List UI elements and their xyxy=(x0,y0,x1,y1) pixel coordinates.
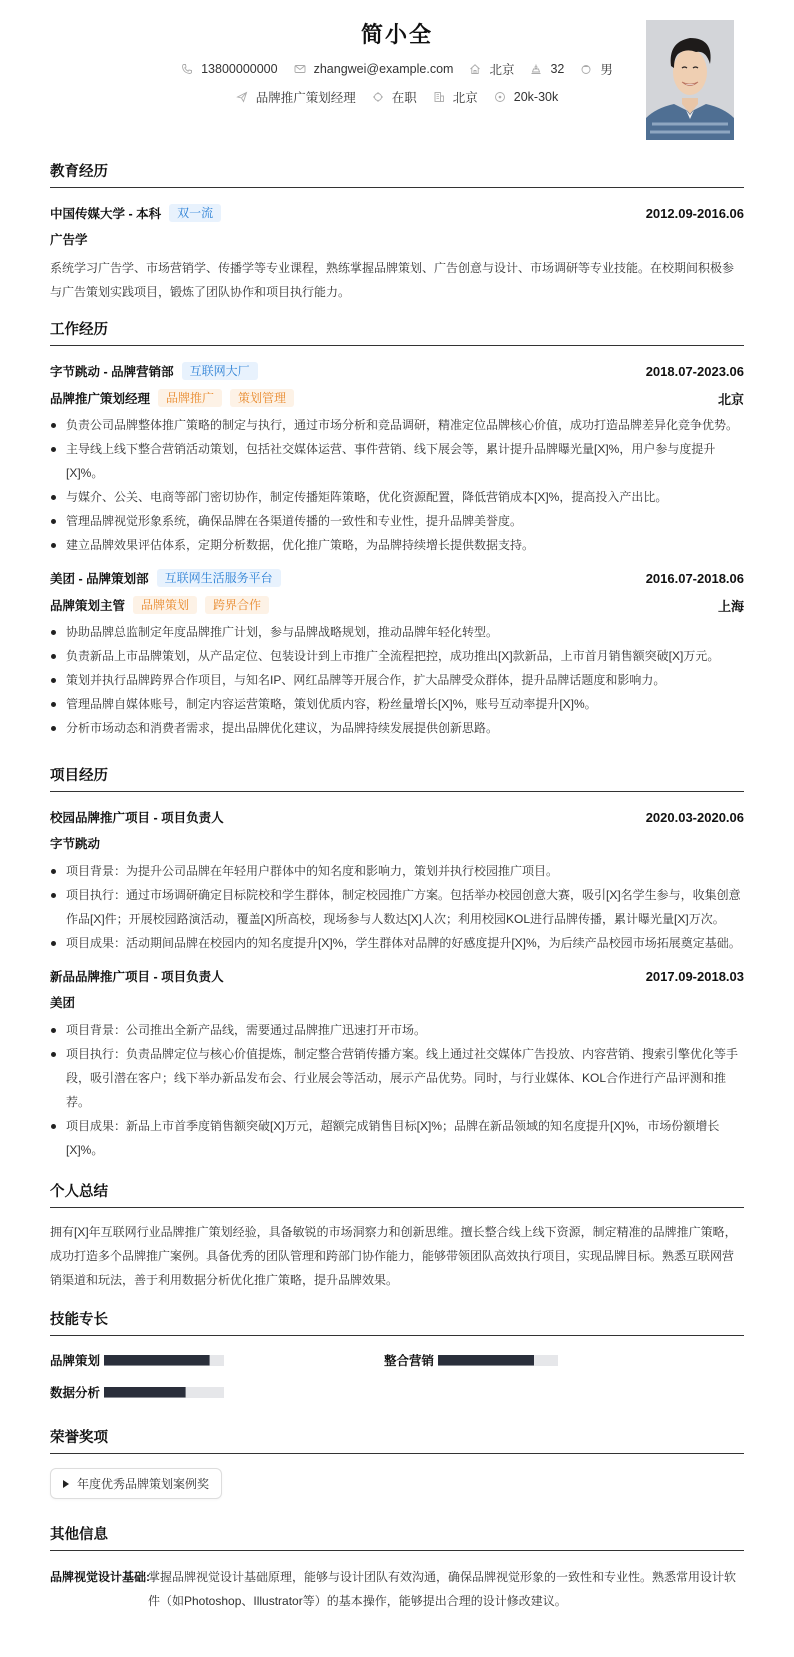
phone-icon xyxy=(181,63,193,75)
work-item xyxy=(50,567,744,740)
list-item: 项目成果：活动期间品牌在校园内的知名度提升[X]%，学生群体对品牌的好感度提升[X]%，为后续产品校园市场拓展奠定基础。 xyxy=(50,931,744,955)
award-item[interactable] xyxy=(50,1468,222,1499)
education-item xyxy=(50,202,744,304)
work-bullets xyxy=(50,620,744,740)
job-intent-row xyxy=(50,88,744,106)
contact-phone: 13800000000 xyxy=(181,62,277,76)
skill-name: 数据分析 xyxy=(50,1386,101,1400)
projects-section xyxy=(50,764,744,1162)
status-icon xyxy=(372,91,384,103)
skills-grid xyxy=(50,1350,744,1402)
project-bullets xyxy=(50,1018,744,1162)
list-item: 协助品牌总监制定年度品牌推广计划，参与品牌战略规划，推动品牌年轻化转型。 xyxy=(50,620,744,644)
section-title-education: 教育经历 xyxy=(50,160,744,188)
project-item xyxy=(50,806,744,955)
triangle-right-icon xyxy=(63,1480,69,1488)
list-item: 分析市场动态和消费者需求，提出品牌优化建议，为品牌持续发展提供创新思路。 xyxy=(50,716,744,740)
education-description: 系统学习广告学、市场营销学、传播学等专业课程，熟练掌握品牌策划、广告创意与设计、市场调研等专业技能。在校期间积极参与广告策划实践项目，锻炼了团队协作和项目执行能力。 xyxy=(50,261,735,299)
work-section xyxy=(50,318,744,740)
other-item xyxy=(50,1565,744,1613)
awards-section xyxy=(50,1426,744,1499)
project-company: 美团 xyxy=(50,996,76,1010)
profile-photo xyxy=(646,20,734,140)
skill-bar-fill xyxy=(438,1355,534,1366)
work-bullets xyxy=(50,413,744,557)
contact-email: zhangwei@example.com xyxy=(294,62,454,76)
project-period: 2020.03-2020.06 xyxy=(645,809,744,825)
school-name: 中国传媒大学 - 本科 xyxy=(50,207,162,221)
skill-bar xyxy=(104,1387,224,1398)
company-name: 字节跳动 - 品牌营销部 xyxy=(50,365,174,379)
work-period: 2018.07-2023.06 xyxy=(645,363,744,379)
candidate-name: 简小全 xyxy=(360,22,433,47)
summary-text: 拥有[X]年互联网行业品牌推广策划经验，具备敏锐的市场洞察力和创新思维。擅长整合线上线下资源，制定精准的品牌推广策略，成功打造多个品牌推广案例。具备优秀的团队管理和跨部门协作能力，能够带领团队高效执行项目，实现品牌目标。熟悉互联网营销渠道和玩法，善于利用数据分析优化推广策略，提升品牌效果。 xyxy=(50,1225,737,1287)
list-item: 项目背景：为提升公司品牌在年轻用户群体中的知名度和影响力，策划并执行校园推广项目。 xyxy=(50,859,744,883)
position-tag: 跨界合作 xyxy=(205,596,269,614)
project-company: 字节跳动 xyxy=(50,837,101,851)
salary-icon xyxy=(494,91,506,103)
work-location: 上海 xyxy=(717,598,744,614)
other-label: 品牌视觉设计基础: xyxy=(50,1570,150,1584)
other-section xyxy=(50,1523,744,1613)
position-tag: 品牌推广 xyxy=(158,389,222,407)
list-item: 主导线上线下整合营销活动策划，包括社交媒体运营、事件营销、线下展会等，累计提升品牌曝光量[X]%，用户参与度提升[X]%。 xyxy=(50,437,744,485)
project-name: 校园品牌推广项目 - 项目负责人 xyxy=(50,811,224,825)
skill-name: 品牌策划 xyxy=(50,1354,101,1368)
list-item: 负责公司品牌整体推广策略的制定与执行，通过市场分析和竞品调研，精准定位品牌核心价值，成功打造品牌差异化竞争优势。 xyxy=(50,413,744,437)
resume-header xyxy=(50,0,744,160)
school-tag: 双一流 xyxy=(169,204,221,222)
section-title-work: 工作经历 xyxy=(50,318,744,346)
intent-city: 北京 xyxy=(433,88,478,106)
company-name: 美团 - 品牌策划部 xyxy=(50,572,149,586)
contact-row xyxy=(50,60,744,78)
skill-bar xyxy=(438,1355,558,1366)
position-tag: 策划管理 xyxy=(230,389,294,407)
position-title: 品牌推广策划经理 xyxy=(50,392,151,406)
contact-age: 32 xyxy=(530,62,564,76)
list-item: 策划并执行品牌跨界合作项目，与知名IP、网红品牌等开展合作，扩大品牌受众群体，提升品牌话题度和影响力。 xyxy=(50,668,744,692)
intent-position: 品牌推广策划经理 xyxy=(236,88,356,106)
contact-city: 北京 xyxy=(469,60,514,78)
summary-section xyxy=(50,1180,744,1292)
project-name: 新品品牌推广项目 - 项目负责人 xyxy=(50,970,224,984)
list-item: 项目背景：公司推出全新产品线，需要通过品牌推广迅速打开市场。 xyxy=(50,1018,744,1042)
list-item: 项目成果：新品上市首季度销售额突破[X]万元，超额完成销售目标[X]%；品牌在新品领域的知名度提升[X]%，市场份额增长[X]%。 xyxy=(50,1114,744,1162)
skill-bar xyxy=(104,1355,224,1366)
section-title-awards: 荣誉奖项 xyxy=(50,1426,744,1454)
section-title-summary: 个人总结 xyxy=(50,1180,744,1208)
intent-status: 在职 xyxy=(372,88,417,106)
home-icon xyxy=(469,63,481,75)
work-item xyxy=(50,360,744,557)
list-item: 与媒介、公关、电商等部门密切协作，制定传播矩阵策略，优化资源配置，降低营销成本[X]%，提高投入产出比。 xyxy=(50,485,744,509)
major: 广告学 xyxy=(50,233,88,247)
company-tag: 互联网生活服务平台 xyxy=(157,569,281,587)
list-item: 负责新品上市品牌策划，从产品定位、包装设计到上市推广全流程把控，成功推出[X]款新品，上市首月销售额突破[X]万元。 xyxy=(50,644,744,668)
skill-item xyxy=(50,1350,384,1370)
list-item: 项目执行：通过市场调研确定目标院校和学生群体，制定校园推广方案。包括举办校园创意大赛，吸引[X]名学生参与，收集创意作品[X]件；开展校园路演活动，覆盖[X]所高校，现场参与人数达[X]人次；利用校园KOL进行品牌传播，累计曝光量[X]万次。 xyxy=(50,883,744,931)
section-title-other: 其他信息 xyxy=(50,1523,744,1551)
project-item xyxy=(50,965,744,1162)
position-title: 品牌策划主管 xyxy=(50,599,126,613)
list-item: 管理品牌视觉形象系统，确保品牌在各渠道传播的一致性和专业性，提升品牌美誉度。 xyxy=(50,509,744,533)
skill-name: 整合营销 xyxy=(384,1354,435,1368)
gender-icon xyxy=(580,63,592,75)
building-icon xyxy=(433,91,445,103)
skill-bar-fill xyxy=(104,1355,210,1366)
skill-item xyxy=(384,1350,718,1370)
work-period: 2016.07-2018.06 xyxy=(645,570,744,586)
education-period: 2012.09-2016.06 xyxy=(645,205,744,221)
project-bullets xyxy=(50,859,744,955)
age-icon xyxy=(530,63,542,75)
work-location: 北京 xyxy=(717,391,744,407)
education-section xyxy=(50,160,744,304)
skills-section xyxy=(50,1308,744,1402)
list-item: 管理品牌自媒体账号，制定内容运营策略，策划优质内容，粉丝量增长[X]%，账号互动率提升[X]%。 xyxy=(50,692,744,716)
list-item: 项目执行：负责品牌定位与核心价值提炼，制定整合营销传播方案。线上通过社交媒体广告投放、内容营销、搜索引擎优化等手段，吸引潜在客户；线下举办新品发布会、行业展会等活动，展示产品优势。同时，与行业媒体、KOL合作进行产品评测和推荐。 xyxy=(50,1042,744,1114)
send-icon xyxy=(236,91,248,103)
intent-salary: 20k-30k xyxy=(494,90,558,104)
position-tag: 品牌策划 xyxy=(133,596,197,614)
mail-icon xyxy=(294,63,306,75)
award-label: 年度优秀品牌策划案例奖 xyxy=(77,1477,210,1491)
skill-item xyxy=(50,1382,384,1402)
other-text: 掌握品牌视觉设计基础原理，能够与设计团队有效沟通，确保品牌视觉形象的一致性和专业性。熟悉常用设计软件（如Photoshop、Illustrator等）的基本操作，能够提出合理的设计修改建议。 xyxy=(148,1570,737,1608)
project-period: 2017.09-2018.03 xyxy=(645,968,744,984)
section-title-projects: 项目经历 xyxy=(50,764,744,792)
skill-bar-fill xyxy=(104,1387,186,1398)
list-item: 建立品牌效果评估体系，定期分析数据，优化推广策略，为品牌持续增长提供数据支持。 xyxy=(50,533,744,557)
company-tag: 互联网大厂 xyxy=(182,362,258,380)
section-title-skills: 技能专长 xyxy=(50,1308,744,1336)
contact-gender: 男 xyxy=(580,60,613,78)
